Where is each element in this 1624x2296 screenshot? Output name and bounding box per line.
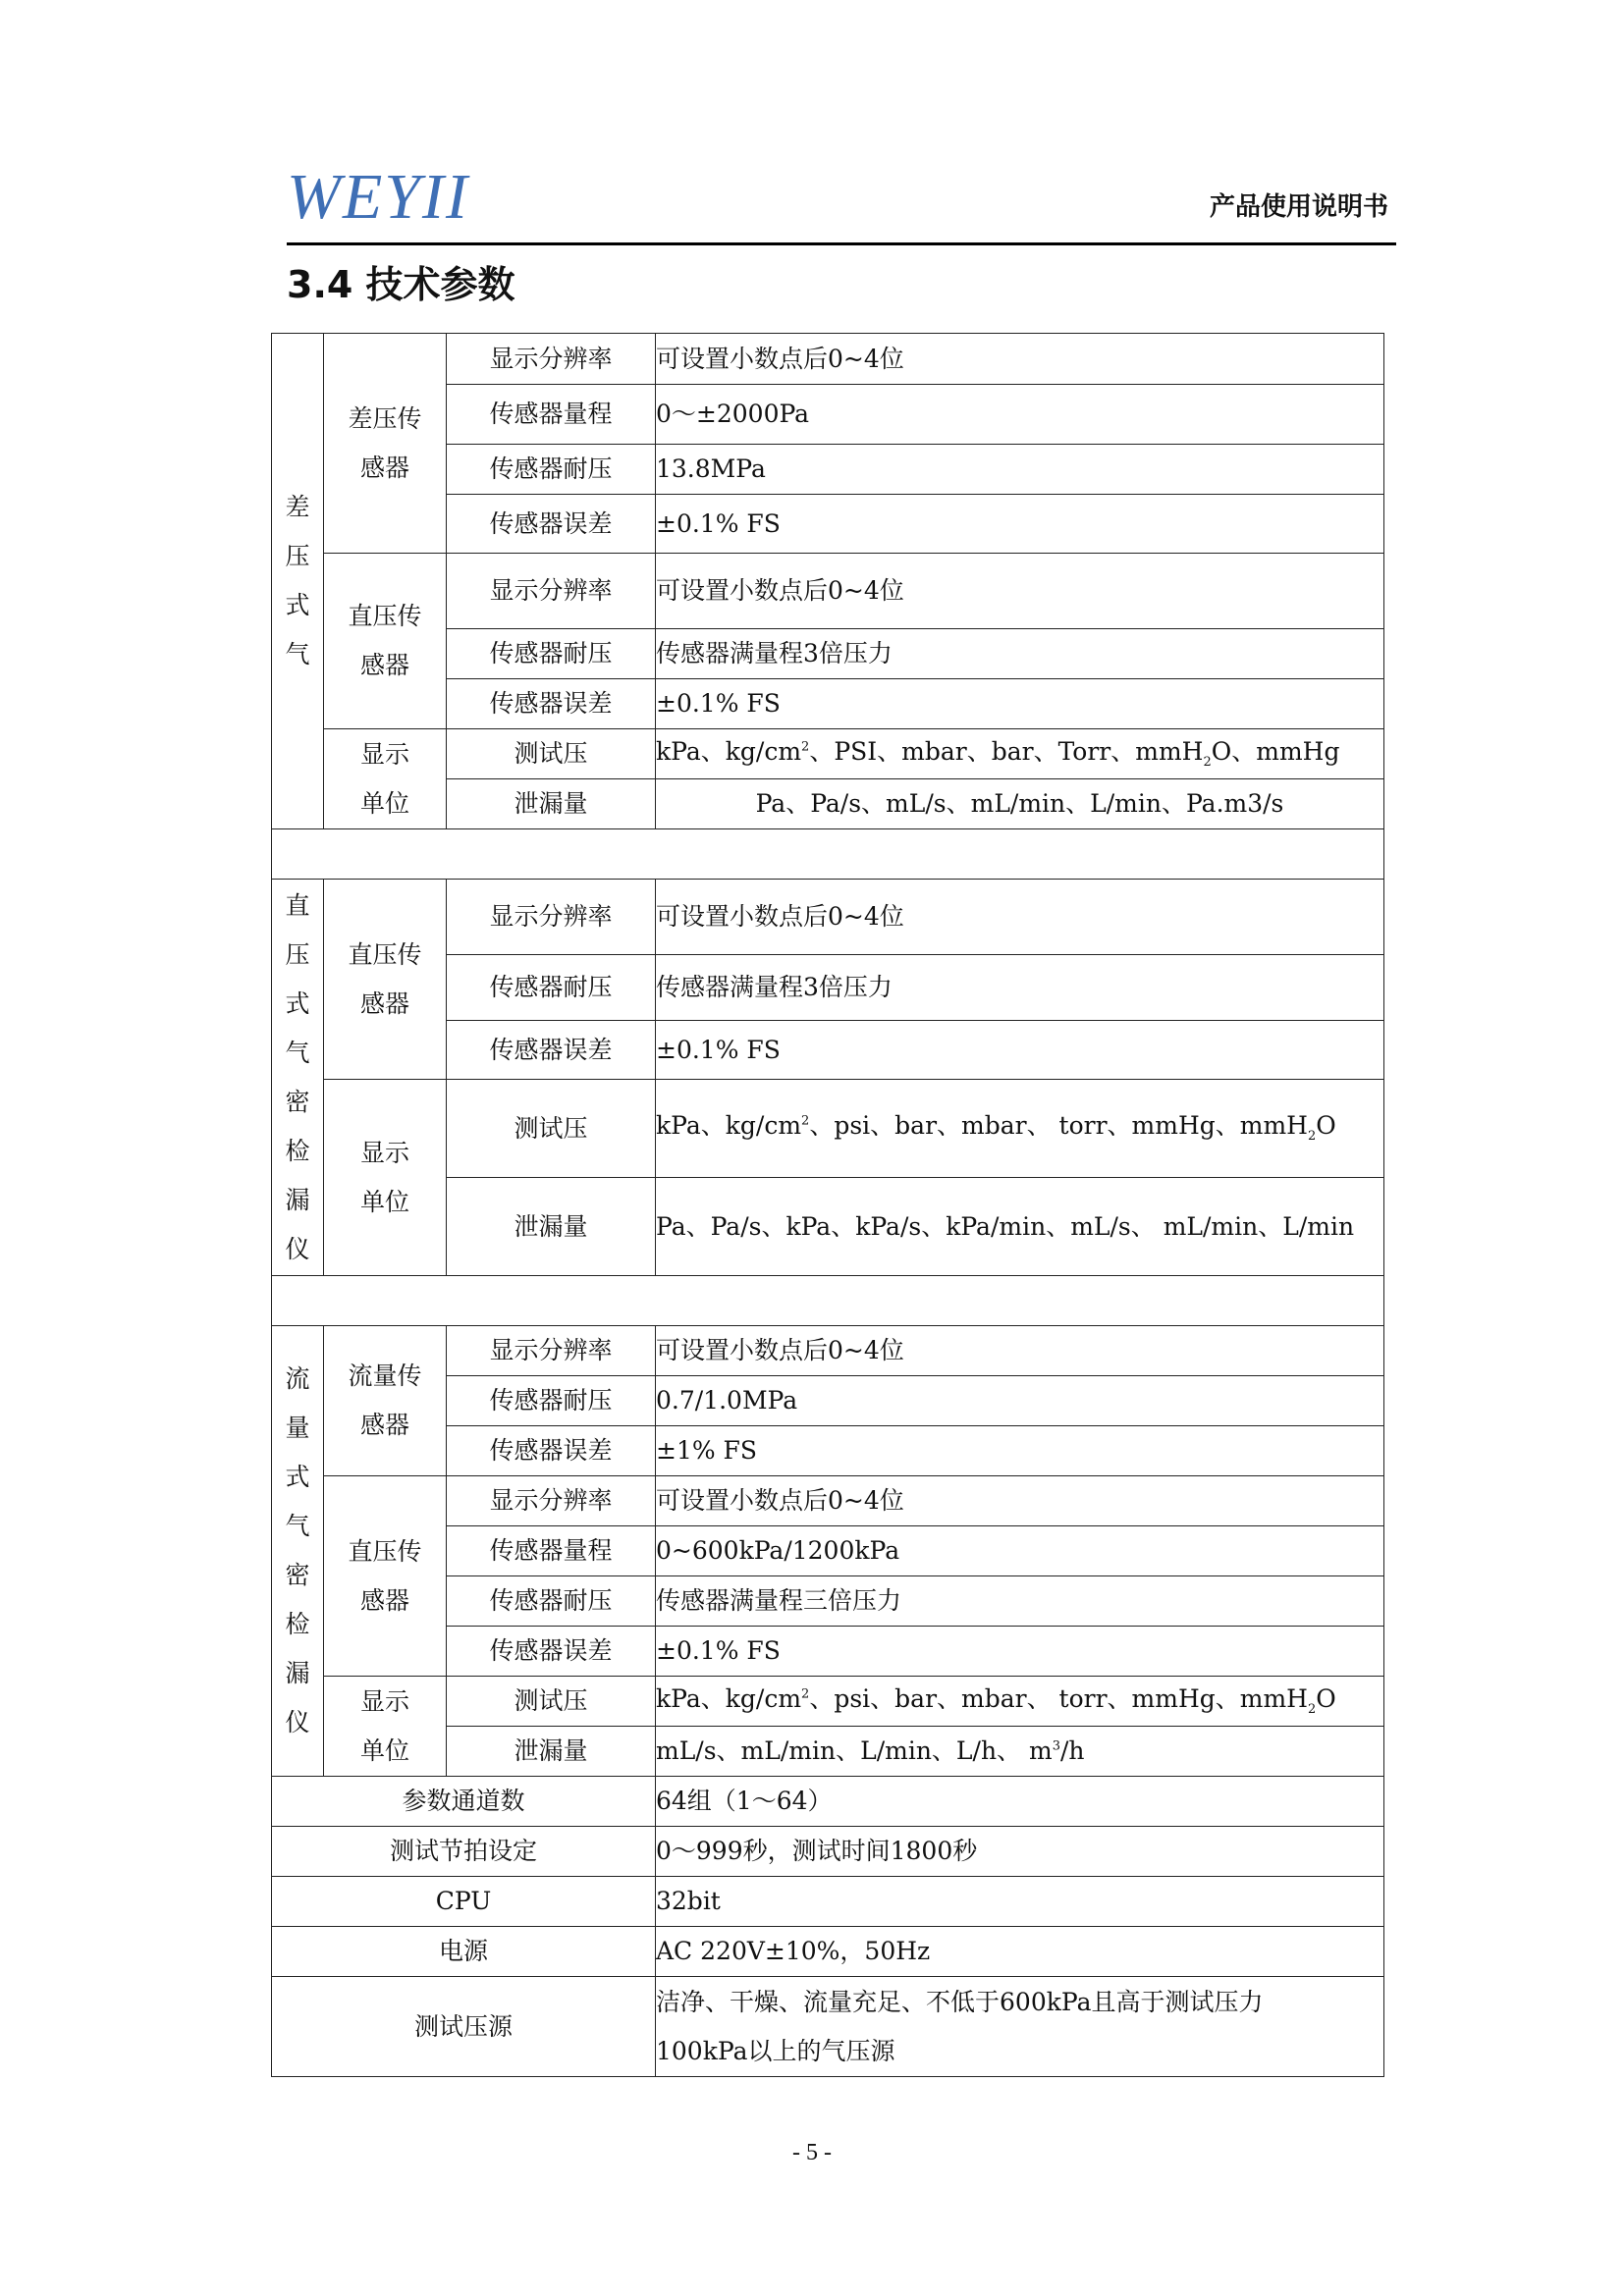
param-value: 可设置小数点后0~4位 <box>656 1476 1384 1526</box>
param-label: 测试压源 <box>272 1977 656 2077</box>
param-label: 显示分辨率 <box>447 1326 656 1376</box>
subgroup-label-direct-sensor: 直压传感器 <box>324 1476 447 1677</box>
param-label: 传感器误差 <box>447 679 656 729</box>
param-label: 测试节拍设定 <box>272 1827 656 1877</box>
table-row <box>272 1977 1384 2077</box>
param-value: ±0.1% FS <box>656 495 1384 554</box>
table-row <box>272 1927 1384 1977</box>
param-label: 传感器误差 <box>447 495 656 554</box>
param-value: 0～999秒，测试时间1800秒 <box>656 1827 1384 1877</box>
param-value: 可设置小数点后0~4位 <box>656 880 1384 955</box>
param-value: ±0.1% FS <box>656 1021 1384 1080</box>
table-row <box>272 1777 1384 1827</box>
param-label: 泄漏量 <box>447 1727 656 1777</box>
param-value: kPa、$kg/cm^2$、PSI、mbar、bar、Torr、mmH$_2$O、mmHg <box>656 729 1384 779</box>
param-value: AC 220V±10%，50Hz <box>656 1927 1384 1977</box>
param-value: 64组（1～64） <box>656 1777 1384 1827</box>
param-label: 传感器误差 <box>447 1021 656 1080</box>
subgroup-label-units: 显示单位 <box>324 1080 447 1276</box>
page-number: - 5 - <box>792 2140 832 2165</box>
brand-logo: WEYII <box>287 161 469 233</box>
param-label: 参数通道数 <box>272 1777 656 1827</box>
subgroup-label-units: 显示单位 <box>324 1677 447 1777</box>
param-label: 传感器耐压 <box>447 955 656 1021</box>
document-title: 产品使用说明书 <box>1209 192 1388 222</box>
param-value: 洁净、干燥、流量充足、不低于600kPa且高于测试压力 100kPa以上的气压源 <box>656 1977 1384 2077</box>
group-label-direct: 直压式气密检漏仪 <box>272 880 324 1276</box>
param-label: 测试压 <box>447 1677 656 1727</box>
param-value: 0.7/1.0MPa <box>656 1376 1384 1426</box>
spacer-row <box>272 1276 1384 1326</box>
param-value: kPa、$kg/cm^2$、psi、bar、mbar、 torr、mmHg、mmH$_2$O <box>656 1080 1384 1178</box>
subgroup-label-direct-sensor: 直压传感器 <box>324 880 447 1080</box>
param-label: 传感器误差 <box>447 1426 656 1476</box>
param-value: 0~600kPa/1200kPa <box>656 1526 1384 1576</box>
group-label-differential: 差压式气 <box>272 334 324 829</box>
param-value: 可设置小数点后0~4位 <box>656 554 1384 629</box>
table-row <box>272 554 1384 629</box>
param-value: Pa、Pa/s、mL/s、mL/min、L/min、Pa.m3/s <box>656 779 1384 829</box>
param-label: 传感器耐压 <box>447 629 656 679</box>
header-rule <box>287 242 1396 245</box>
param-value: 可设置小数点后0~4位 <box>656 334 1384 385</box>
param-value: ±1% FS <box>656 1426 1384 1476</box>
param-value: 传感器满量程三倍压力 <box>656 1576 1384 1627</box>
param-label: 电源 <box>272 1927 656 1977</box>
subgroup-label-flow-sensor: 流量传感器 <box>324 1326 447 1476</box>
param-label: 测试压 <box>447 1080 656 1178</box>
param-label: 传感器量程 <box>447 385 656 445</box>
table-row <box>272 729 1384 779</box>
param-value: Pa、Pa/s、kPa、kPa/s、kPa/min、mL/s、 mL/min、L/min <box>656 1178 1384 1276</box>
param-value: 传感器满量程3倍压力 <box>656 955 1384 1021</box>
param-value: 32bit <box>656 1877 1384 1927</box>
param-label: 显示分辨率 <box>447 334 656 385</box>
param-label: 泄漏量 <box>447 779 656 829</box>
table-row <box>272 334 1384 385</box>
param-value: 传感器满量程3倍压力 <box>656 629 1384 679</box>
subgroup-label-dp-sensor: 差压传感器 <box>324 334 447 554</box>
param-label: 显示分辨率 <box>447 554 656 629</box>
param-label: 泄漏量 <box>447 1178 656 1276</box>
subgroup-label-units: 显示单位 <box>324 729 447 829</box>
section-title: 3.4 技术参数 <box>287 263 515 306</box>
spec-table <box>271 333 1384 2077</box>
table-row <box>272 1827 1384 1877</box>
group-label-flow: 流量式气密检漏仪 <box>272 1326 324 1777</box>
param-value: 可设置小数点后0~4位 <box>656 1326 1384 1376</box>
table-row <box>272 1080 1384 1178</box>
table-row <box>272 880 1384 955</box>
table-row <box>272 1326 1384 1376</box>
param-label: 显示分辨率 <box>447 1476 656 1526</box>
param-label: 传感器耐压 <box>447 445 656 495</box>
param-value: mL/s、mL/min、L/min、L/h、 $m^3/h$ <box>656 1727 1384 1777</box>
param-label: CPU <box>272 1877 656 1927</box>
param-label: 传感器误差 <box>447 1627 656 1677</box>
param-value: ±0.1% FS <box>656 679 1384 729</box>
param-value: 13.8MPa <box>656 445 1384 495</box>
param-label: 显示分辨率 <box>447 880 656 955</box>
param-label: 传感器量程 <box>447 1526 656 1576</box>
param-value: 0～±2000Pa <box>656 385 1384 445</box>
table-row <box>272 1877 1384 1927</box>
subgroup-label-direct-sensor: 直压传感器 <box>324 554 447 729</box>
spacer-row <box>272 829 1384 880</box>
param-label: 测试压 <box>447 729 656 779</box>
table-row <box>272 1476 1384 1526</box>
param-value: ±0.1% FS <box>656 1627 1384 1677</box>
param-value: kPa、$kg/cm^2$、psi、bar、mbar、 torr、mmHg、mmH$_2$O <box>656 1677 1384 1727</box>
param-label: 传感器耐压 <box>447 1376 656 1426</box>
param-label: 传感器耐压 <box>447 1576 656 1627</box>
table-row <box>272 1677 1384 1727</box>
